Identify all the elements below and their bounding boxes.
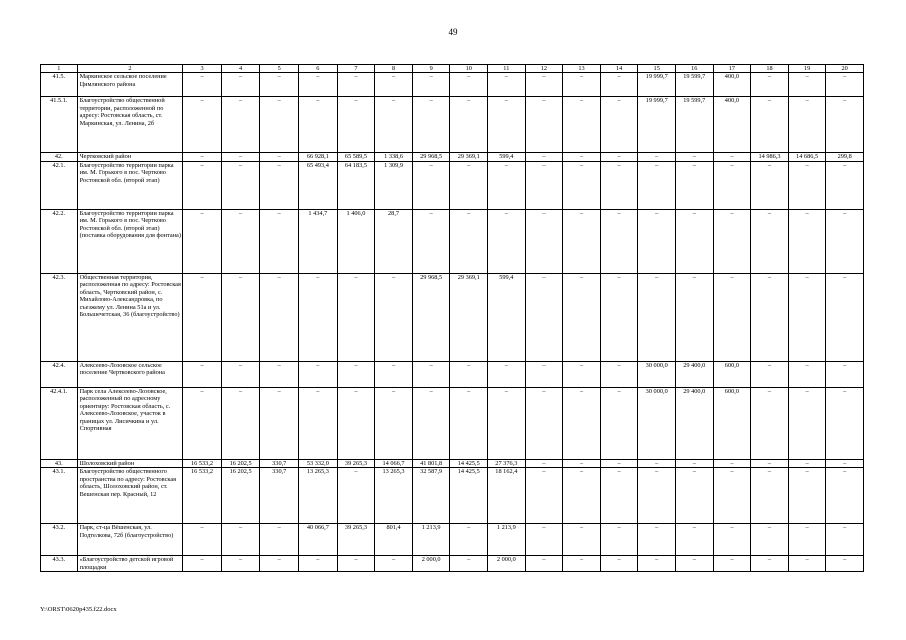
value-cell: –: [826, 556, 864, 572]
value-cell: 16 202,5: [221, 459, 260, 468]
value-cell: –: [751, 73, 789, 97]
value-cell: 14 066,7: [375, 459, 413, 468]
value-cell: –: [713, 153, 751, 162]
value-cell: –: [638, 153, 676, 162]
value-cell: –: [788, 387, 826, 459]
value-cell: –: [299, 556, 338, 572]
value-cell: 600,0: [713, 361, 751, 387]
value-cell: 600,0: [713, 387, 751, 459]
value-cell: –: [600, 161, 638, 209]
value-cell: –: [751, 556, 789, 572]
value-cell: 2 000,0: [412, 556, 450, 572]
value-cell: –: [337, 468, 375, 524]
value-cell: –: [525, 73, 563, 97]
value-cell: –: [450, 209, 488, 273]
value-cell: –: [751, 97, 789, 153]
value-cell: 64 183,5: [337, 161, 375, 209]
value-cell: –: [183, 97, 222, 153]
table-row: [41, 209, 864, 273]
value-cell: 400,0: [713, 97, 751, 153]
value-cell: –: [260, 524, 299, 556]
value-cell: –: [676, 161, 714, 209]
value-cell: 599,4: [488, 153, 526, 162]
value-cell: –: [638, 273, 676, 361]
value-cell: –: [375, 273, 413, 361]
column-number: 5: [260, 65, 299, 73]
value-cell: 41 801,8: [412, 459, 450, 468]
value-cell: –: [450, 97, 488, 153]
value-cell: –: [826, 97, 864, 153]
value-cell: –: [676, 459, 714, 468]
value-cell: –: [713, 468, 751, 524]
row-name: Маркинское сельское поселение Цимлянского района: [77, 73, 183, 97]
table-row: [41, 524, 864, 556]
table-row: [41, 97, 864, 153]
column-number: 17: [713, 65, 751, 73]
value-cell: –: [563, 459, 601, 468]
value-cell: –: [221, 153, 260, 162]
value-cell: –: [183, 73, 222, 97]
value-cell: 13 265,3: [375, 468, 413, 524]
value-cell: –: [183, 161, 222, 209]
value-cell: –: [788, 556, 826, 572]
value-cell: 14 425,5: [450, 468, 488, 524]
value-cell: –: [788, 209, 826, 273]
value-cell: –: [183, 361, 222, 387]
column-number: 8: [375, 65, 413, 73]
value-cell: –: [751, 459, 789, 468]
table-row: [41, 556, 864, 572]
footer-file-path: Y:\ORST\0620p435.f22.docx: [40, 606, 117, 613]
value-cell: –: [826, 209, 864, 273]
value-cell: 32 587,9: [412, 468, 450, 524]
table-row: [41, 153, 864, 162]
column-number: 20: [826, 65, 864, 73]
column-number: 16: [676, 65, 714, 73]
value-cell: 599,4: [488, 273, 526, 361]
value-cell: –: [183, 387, 222, 459]
value-cell: 29 968,5: [412, 273, 450, 361]
column-number: 13: [563, 65, 601, 73]
value-cell: –: [676, 524, 714, 556]
value-cell: –: [488, 209, 526, 273]
value-cell: 1 213,9: [412, 524, 450, 556]
value-cell: –: [563, 468, 601, 524]
value-cell: 14 686,5: [788, 153, 826, 162]
value-cell: 16 533,2: [183, 459, 222, 468]
value-cell: –: [563, 153, 601, 162]
value-cell: 39 265,3: [337, 524, 375, 556]
value-cell: –: [638, 161, 676, 209]
value-cell: –: [563, 273, 601, 361]
row-number: 41.5.: [41, 73, 78, 97]
table-row: [41, 273, 864, 361]
value-cell: –: [221, 273, 260, 361]
column-number: 11: [488, 65, 526, 73]
value-cell: –: [638, 468, 676, 524]
row-name: «Благоустройство детской игровой площадки: [77, 556, 183, 572]
value-cell: 801,4: [375, 524, 413, 556]
value-cell: 19 999,7: [638, 97, 676, 153]
value-cell: –: [751, 273, 789, 361]
value-cell: 1 213,9: [488, 524, 526, 556]
row-name: Парк села Алексеево-Лозовское, расположенный по адресному ориентиру: Ростовская область, с. Алексеево-Лозовское, участок в границах ул. Лисичкина и ул. Спортивная: [77, 387, 183, 459]
column-number: 14: [600, 65, 638, 73]
value-cell: –: [713, 273, 751, 361]
value-cell: –: [676, 273, 714, 361]
value-cell: –: [260, 153, 299, 162]
value-cell: –: [600, 97, 638, 153]
row-number: 42.2.: [41, 209, 78, 273]
value-cell: –: [337, 73, 375, 97]
value-cell: –: [525, 524, 563, 556]
value-cell: 30 000,0: [638, 387, 676, 459]
value-cell: –: [600, 524, 638, 556]
value-cell: –: [450, 556, 488, 572]
row-name: Благоустройство общественной территории, расположенной по адресу: Ростовская область, ст. Маркинская, ул. Ленина, 2б: [77, 97, 183, 153]
value-cell: 299,8: [826, 153, 864, 162]
value-cell: –: [788, 361, 826, 387]
value-cell: –: [600, 387, 638, 459]
value-cell: 13 265,3: [299, 468, 338, 524]
page-number: 49: [448, 27, 458, 37]
value-cell: –: [600, 209, 638, 273]
value-cell: 65 589,5: [337, 153, 375, 162]
value-cell: 29 400,0: [676, 361, 714, 387]
value-cell: –: [337, 273, 375, 361]
value-cell: –: [788, 73, 826, 97]
value-cell: 16 202,5: [221, 468, 260, 524]
value-cell: –: [221, 524, 260, 556]
value-cell: –: [563, 73, 601, 97]
value-cell: –: [412, 97, 450, 153]
value-cell: –: [713, 556, 751, 572]
column-number: 10: [450, 65, 488, 73]
value-cell: –: [260, 73, 299, 97]
row-number: 42.3.: [41, 273, 78, 361]
value-cell: –: [713, 459, 751, 468]
value-cell: –: [525, 161, 563, 209]
row-number: 43.2.: [41, 524, 78, 556]
value-cell: –: [412, 161, 450, 209]
value-cell: –: [450, 361, 488, 387]
value-cell: –: [299, 97, 338, 153]
column-number: 1: [41, 65, 78, 73]
value-cell: –: [375, 556, 413, 572]
value-cell: –: [788, 468, 826, 524]
value-cell: –: [337, 361, 375, 387]
table-row: [41, 459, 864, 468]
value-cell: –: [563, 387, 601, 459]
value-cell: 19 999,7: [638, 73, 676, 97]
value-cell: –: [221, 73, 260, 97]
value-cell: –: [375, 361, 413, 387]
table-row: [41, 387, 864, 459]
row-name: Благоустройство общественного пространства по адресу: Ростовская область, Шолоховский район, ст. Вешенская пер. Красный, 12: [77, 468, 183, 524]
value-cell: –: [183, 273, 222, 361]
value-cell: –: [221, 161, 260, 209]
value-cell: –: [525, 459, 563, 468]
column-number: 12: [525, 65, 563, 73]
value-cell: –: [563, 361, 601, 387]
value-cell: –: [525, 468, 563, 524]
column-number: 15: [638, 65, 676, 73]
value-cell: –: [525, 153, 563, 162]
value-cell: 40 066,7: [299, 524, 338, 556]
value-cell: –: [337, 97, 375, 153]
row-number: 43.1.: [41, 468, 78, 524]
value-cell: –: [788, 459, 826, 468]
value-cell: 400,0: [713, 73, 751, 97]
value-cell: –: [826, 459, 864, 468]
value-cell: –: [713, 161, 751, 209]
value-cell: –: [525, 361, 563, 387]
value-cell: –: [337, 387, 375, 459]
row-number: 42.4.1.: [41, 387, 78, 459]
value-cell: 19 599,7: [676, 97, 714, 153]
value-cell: –: [221, 387, 260, 459]
value-cell: –: [826, 524, 864, 556]
value-cell: –: [488, 161, 526, 209]
row-number: 43.3.: [41, 556, 78, 572]
row-name: Чертковский район: [77, 153, 183, 162]
budget-table: [40, 64, 864, 572]
row-name: Алексеево-Лозовское сельское поселение Чертковского района: [77, 361, 183, 387]
value-cell: 16 533,2: [183, 468, 222, 524]
value-cell: –: [676, 209, 714, 273]
row-name: Общественная территория, расположенная по адресу: Ростовская область, Чертковский район, с. Михайлово-Александровка, по съезжему ул. Ленина 51а и ул. Большечетская, 36 (благоустройство): [77, 273, 183, 361]
value-cell: 330,7: [260, 459, 299, 468]
value-cell: –: [826, 161, 864, 209]
value-cell: –: [638, 524, 676, 556]
value-cell: 14 425,5: [450, 459, 488, 468]
value-cell: 19 599,7: [676, 73, 714, 97]
value-cell: –: [751, 524, 789, 556]
value-cell: –: [638, 556, 676, 572]
value-cell: –: [260, 556, 299, 572]
value-cell: 65 493,4: [299, 161, 338, 209]
value-cell: –: [412, 73, 450, 97]
value-cell: –: [600, 459, 638, 468]
value-cell: 1 434,7: [299, 209, 338, 273]
value-cell: –: [375, 97, 413, 153]
row-name: Шолоховский район: [77, 459, 183, 468]
row-name: Благоустройство территории парка им. М. Горького в пос. Чертково Ростовской обл. (второй этап) (поставка оборудования для фонтана): [77, 209, 183, 273]
value-cell: –: [713, 524, 751, 556]
value-cell: –: [525, 209, 563, 273]
value-cell: –: [751, 387, 789, 459]
value-cell: –: [788, 161, 826, 209]
value-cell: –: [751, 161, 789, 209]
value-cell: –: [751, 361, 789, 387]
value-cell: –: [788, 97, 826, 153]
value-cell: 2 000,0: [488, 556, 526, 572]
value-cell: –: [260, 387, 299, 459]
value-cell: –: [525, 273, 563, 361]
value-cell: –: [221, 209, 260, 273]
row-number: 42.4.: [41, 361, 78, 387]
value-cell: –: [299, 73, 338, 97]
value-cell: 53 332,0: [299, 459, 338, 468]
value-cell: –: [221, 556, 260, 572]
value-cell: –: [183, 524, 222, 556]
row-number: 42.1.: [41, 161, 78, 209]
value-cell: 27 376,3: [488, 459, 526, 468]
column-number: 18: [751, 65, 789, 73]
value-cell: –: [488, 361, 526, 387]
value-cell: –: [525, 97, 563, 153]
value-cell: –: [600, 468, 638, 524]
value-cell: –: [260, 97, 299, 153]
value-cell: 1 406,0: [337, 209, 375, 273]
value-cell: –: [488, 387, 526, 459]
value-cell: –: [375, 73, 413, 97]
value-cell: –: [676, 556, 714, 572]
value-cell: 39 265,3: [337, 459, 375, 468]
column-number: 6: [299, 65, 338, 73]
value-cell: –: [826, 387, 864, 459]
column-number: 19: [788, 65, 826, 73]
value-cell: –: [412, 361, 450, 387]
value-cell: –: [412, 209, 450, 273]
value-cell: 29 400,0: [676, 387, 714, 459]
column-number: 4: [221, 65, 260, 73]
value-cell: 29 968,5: [412, 153, 450, 162]
value-cell: –: [676, 153, 714, 162]
value-cell: 66 928,1: [299, 153, 338, 162]
value-cell: –: [525, 556, 563, 572]
value-cell: 28,7: [375, 209, 413, 273]
value-cell: –: [450, 161, 488, 209]
value-cell: –: [600, 153, 638, 162]
value-cell: 29 369,1: [450, 153, 488, 162]
column-number-row: [41, 65, 864, 73]
value-cell: –: [450, 524, 488, 556]
column-number: 7: [337, 65, 375, 73]
table-row: [41, 361, 864, 387]
table-row: [41, 161, 864, 209]
value-cell: 14 986,3: [751, 153, 789, 162]
value-cell: –: [638, 459, 676, 468]
value-cell: 330,7: [260, 468, 299, 524]
value-cell: –: [260, 209, 299, 273]
value-cell: –: [221, 97, 260, 153]
value-cell: –: [638, 209, 676, 273]
value-cell: –: [299, 387, 338, 459]
value-cell: 1 338,6: [375, 153, 413, 162]
value-cell: –: [751, 209, 789, 273]
value-cell: –: [450, 387, 488, 459]
value-cell: –: [788, 524, 826, 556]
value-cell: –: [600, 361, 638, 387]
value-cell: –: [183, 153, 222, 162]
value-cell: 30 000,0: [638, 361, 676, 387]
row-name: Парк, ст-ца Вёшенская, ул. Подтелкова, 72б (благоустройство): [77, 524, 183, 556]
value-cell: –: [563, 209, 601, 273]
row-number: 42.: [41, 153, 78, 162]
value-cell: –: [600, 73, 638, 97]
value-cell: –: [676, 468, 714, 524]
value-cell: 29 369,1: [450, 273, 488, 361]
value-cell: –: [221, 361, 260, 387]
value-cell: –: [826, 361, 864, 387]
value-cell: –: [337, 556, 375, 572]
value-cell: 18 162,4: [488, 468, 526, 524]
value-cell: –: [713, 209, 751, 273]
value-cell: –: [299, 273, 338, 361]
value-cell: –: [183, 556, 222, 572]
column-number: 3: [183, 65, 222, 73]
value-cell: –: [751, 468, 789, 524]
value-cell: –: [525, 387, 563, 459]
value-cell: –: [488, 73, 526, 97]
value-cell: –: [563, 161, 601, 209]
value-cell: –: [299, 361, 338, 387]
value-cell: –: [826, 73, 864, 97]
column-number: 9: [412, 65, 450, 73]
table-row: [41, 468, 864, 524]
row-number: 43.: [41, 459, 78, 468]
value-cell: –: [826, 468, 864, 524]
value-cell: –: [826, 273, 864, 361]
value-cell: –: [375, 387, 413, 459]
value-cell: –: [563, 524, 601, 556]
value-cell: –: [563, 97, 601, 153]
value-cell: –: [260, 161, 299, 209]
value-cell: –: [563, 556, 601, 572]
value-cell: –: [450, 73, 488, 97]
value-cell: –: [183, 209, 222, 273]
value-cell: –: [600, 556, 638, 572]
table-row: [41, 73, 864, 97]
value-cell: 1 309,9: [375, 161, 413, 209]
value-cell: –: [488, 97, 526, 153]
value-cell: –: [600, 273, 638, 361]
row-name: Благоустройство территории парка им. М. Горького в пос. Чертково Ростовской обл. (второй этап): [77, 161, 183, 209]
value-cell: –: [260, 361, 299, 387]
value-cell: –: [412, 387, 450, 459]
column-number: 2: [77, 65, 183, 73]
value-cell: –: [788, 273, 826, 361]
row-number: 41.5.1.: [41, 97, 78, 153]
value-cell: –: [260, 273, 299, 361]
